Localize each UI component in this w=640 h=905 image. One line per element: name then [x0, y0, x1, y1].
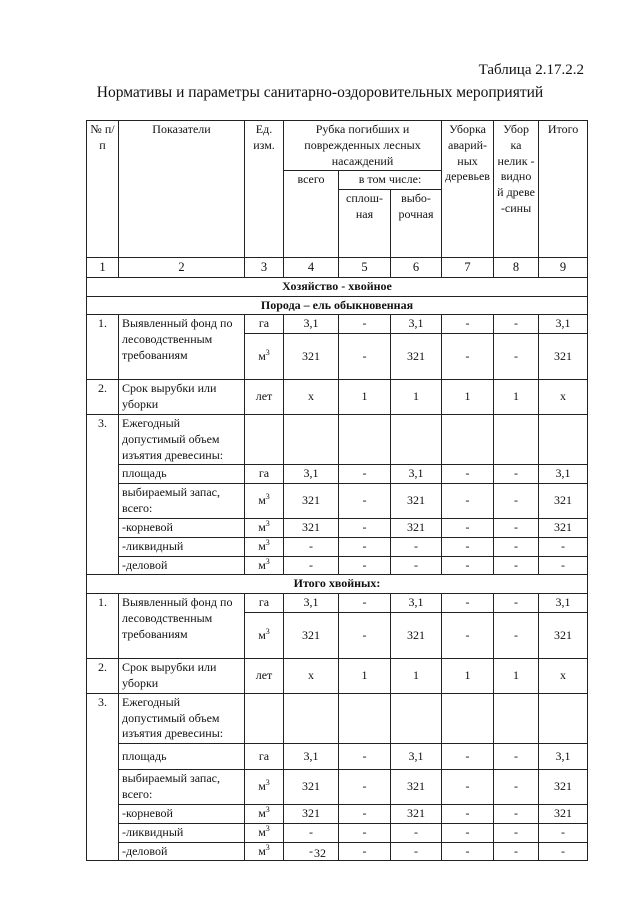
value-cell: - — [494, 518, 539, 537]
empty-cell — [494, 414, 539, 464]
row-label: Срок вырубки или уборки — [119, 659, 245, 694]
value-cell: - — [494, 613, 539, 659]
unit-cell — [245, 744, 284, 770]
header-num: № п/п — [87, 121, 119, 258]
value-cell: - — [442, 556, 494, 575]
empty-cell — [442, 414, 494, 464]
value-cell: - — [442, 842, 494, 861]
unit-cell — [245, 465, 284, 484]
value-cell: - — [442, 334, 494, 380]
value-cell: 321 — [284, 770, 339, 805]
value-cell: 321 — [284, 804, 339, 823]
value-cell: 321 — [284, 518, 339, 537]
header-indicator: Показатели — [119, 121, 245, 258]
value-cell: 1 — [442, 380, 494, 415]
value-cell: - — [494, 315, 539, 334]
table-row — [87, 804, 588, 823]
unit-text: м — [258, 779, 266, 794]
value-cell: 321 — [284, 484, 339, 519]
value-cell: х — [539, 659, 588, 694]
empty-cell — [539, 693, 588, 743]
row-label: -корневой — [119, 518, 245, 537]
value-cell: - — [442, 518, 494, 537]
unit-superscript: 3 — [265, 347, 270, 357]
unit-text: м — [258, 519, 266, 534]
header-cut: Рубка погибших и поврежденных лесных насаждений — [284, 121, 442, 171]
column-numbers-row — [87, 258, 588, 278]
unit-cell — [245, 804, 284, 823]
value-cell: - — [442, 613, 494, 659]
unit-cell — [245, 380, 284, 415]
value-cell: - — [442, 744, 494, 770]
unit-cell — [245, 537, 284, 556]
value-cell: - — [339, 465, 391, 484]
unit-text: га — [258, 748, 270, 763]
value-cell: - — [339, 537, 391, 556]
value-cell: - — [339, 594, 391, 613]
row-label: -ликвидный — [119, 537, 245, 556]
empty-cell — [284, 414, 339, 464]
value-cell: - — [284, 823, 339, 842]
value-cell: - — [442, 804, 494, 823]
value-cell: - — [494, 842, 539, 861]
value-cell: - — [539, 537, 588, 556]
row-label: Выявленный фонд по лесоводственным требованиям — [119, 594, 245, 659]
empty-cell — [339, 414, 391, 464]
col-number: 4 — [284, 258, 339, 278]
empty-cell — [442, 693, 494, 743]
unit-cell — [245, 823, 284, 842]
unit-superscript: 3 — [265, 537, 270, 547]
value-cell: - — [539, 842, 588, 861]
section-row — [87, 296, 588, 315]
value-cell: 321 — [391, 613, 442, 659]
unit-text: м — [258, 627, 266, 642]
row-label: -деловой — [119, 556, 245, 575]
unit-text: лет — [255, 389, 273, 404]
value-cell: 3,1 — [391, 315, 442, 334]
value-cell: 3,1 — [284, 594, 339, 613]
table-row — [87, 823, 588, 842]
empty-cell — [284, 693, 339, 743]
unit-cell — [245, 518, 284, 537]
row-label: Ежегодный допустимый объем изъятия древесины: — [119, 414, 245, 464]
value-cell: 321 — [539, 334, 588, 380]
value-cell: 321 — [539, 613, 588, 659]
value-cell: - — [339, 770, 391, 805]
table-row — [87, 770, 588, 805]
value-cell: 321 — [391, 334, 442, 380]
unit-cell — [245, 613, 284, 659]
value-cell: 3,1 — [284, 744, 339, 770]
table-row — [87, 518, 588, 537]
unit-text: м — [258, 348, 266, 363]
value-cell: - — [539, 823, 588, 842]
col-number: 8 — [494, 258, 539, 278]
row-label: -корневой — [119, 804, 245, 823]
col-number: 2 — [119, 258, 245, 278]
header-emergency: Уборка аварий-ных деревьев — [442, 121, 494, 258]
value-cell: 3,1 — [391, 744, 442, 770]
value-cell: - — [442, 594, 494, 613]
row-label: площадь — [119, 465, 245, 484]
unit-text: м — [258, 557, 266, 572]
value-cell: 321 — [539, 770, 588, 805]
value-cell: - — [391, 537, 442, 556]
value-cell: - — [494, 484, 539, 519]
table-title: Нормативы и параметры санитарно-оздоровительных мероприятий — [96, 84, 544, 101]
section-subtitle: Порода – ель обыкновенная — [87, 296, 588, 315]
header-selective: выбо-рочная — [391, 190, 442, 258]
value-cell: - — [494, 465, 539, 484]
value-cell: - — [284, 556, 339, 575]
value-cell: 3,1 — [539, 594, 588, 613]
value-cell: - — [339, 315, 391, 334]
table-caption: Таблица 2.17.2.2 — [478, 62, 584, 78]
unit-text: м — [258, 493, 266, 508]
section-row — [87, 277, 588, 296]
value-cell: - — [284, 537, 339, 556]
value-cell: 321 — [284, 613, 339, 659]
empty-cell — [391, 693, 442, 743]
empty-cell — [539, 414, 588, 464]
row-label: Выявленный фонд по лесоводственным требованиям — [119, 315, 245, 380]
value-cell: - — [494, 334, 539, 380]
unit-superscript: 3 — [265, 492, 270, 502]
row-number: 3. — [87, 414, 119, 574]
col-number: 5 — [339, 258, 391, 278]
table-row — [87, 537, 588, 556]
header-row-1 — [87, 121, 588, 171]
value-cell: - — [339, 484, 391, 519]
table-row — [87, 744, 588, 770]
value-cell: 1 — [442, 659, 494, 694]
value-cell: 3,1 — [391, 465, 442, 484]
header-clear: сплош-ная — [339, 190, 391, 258]
value-cell: 321 — [391, 804, 442, 823]
value-cell: 3,1 — [539, 465, 588, 484]
unit-superscript: 3 — [265, 778, 270, 788]
value-cell: х — [539, 380, 588, 415]
value-cell: - — [442, 537, 494, 556]
table-row — [87, 556, 588, 575]
value-cell: 321 — [391, 770, 442, 805]
table-row — [87, 484, 588, 519]
value-cell: - — [284, 842, 339, 861]
unit-text: м — [258, 805, 266, 820]
value-cell: 1 — [494, 380, 539, 415]
row-label: выбираемый запас, всего: — [119, 484, 245, 519]
value-cell: - — [339, 744, 391, 770]
unit-superscript: 3 — [265, 626, 270, 636]
unit-superscript: 3 — [265, 518, 270, 528]
table-row — [87, 315, 588, 334]
value-cell: - — [339, 823, 391, 842]
value-cell: - — [494, 744, 539, 770]
value-cell: х — [284, 380, 339, 415]
value-cell: - — [442, 484, 494, 519]
col-number: 9 — [539, 258, 588, 278]
row-label: площадь — [119, 744, 245, 770]
value-cell: 3,1 — [539, 744, 588, 770]
row-label: -деловой — [119, 842, 245, 861]
section-title: Итого хвойных: — [87, 575, 588, 594]
header-nonliquid: Убор ка нелик - видно й древе -сины — [494, 121, 539, 258]
value-cell: 1 — [494, 659, 539, 694]
value-cell: - — [391, 823, 442, 842]
row-number: 1. — [87, 315, 119, 380]
value-cell: 321 — [284, 334, 339, 380]
value-cell: - — [339, 556, 391, 575]
value-cell: - — [494, 804, 539, 823]
row-number: 3. — [87, 693, 119, 861]
empty-cell — [245, 693, 284, 743]
value-cell: - — [391, 842, 442, 861]
unit-cell — [245, 770, 284, 805]
col-number: 7 — [442, 258, 494, 278]
table-row — [87, 380, 588, 415]
value-cell: - — [539, 556, 588, 575]
table-row — [87, 693, 588, 743]
value-cell: 1 — [339, 380, 391, 415]
value-cell: 3,1 — [284, 465, 339, 484]
value-cell: - — [339, 334, 391, 380]
page-number: 32 — [314, 846, 326, 860]
value-cell: - — [494, 537, 539, 556]
header-incl: в том числе: — [339, 171, 442, 190]
unit-cell — [245, 315, 284, 334]
row-label: Срок вырубки или уборки — [119, 380, 245, 415]
value-cell: - — [339, 842, 391, 861]
unit-text: га — [258, 316, 270, 331]
value-cell: 3,1 — [539, 315, 588, 334]
value-cell: 321 — [391, 518, 442, 537]
row-number: 1. — [87, 594, 119, 659]
row-label: -ликвидный — [119, 823, 245, 842]
empty-cell — [245, 414, 284, 464]
value-cell: - — [442, 465, 494, 484]
value-cell: - — [494, 770, 539, 805]
value-cell: 1 — [391, 380, 442, 415]
unit-text: м — [258, 824, 266, 839]
table-row — [87, 659, 588, 694]
unit-text: га — [258, 595, 270, 610]
value-cell: - — [339, 518, 391, 537]
norms-table — [86, 120, 588, 861]
col-number: 3 — [245, 258, 284, 278]
row-label: Ежегодный допустимый объем изъятия древесины: — [119, 693, 245, 743]
value-cell: - — [391, 556, 442, 575]
unit-text: лет — [255, 667, 273, 682]
section-row — [87, 575, 588, 594]
empty-cell — [339, 693, 391, 743]
value-cell: - — [442, 823, 494, 842]
section-title: Хозяйство - хвойное — [87, 277, 588, 296]
value-cell: - — [442, 770, 494, 805]
value-cell: - — [339, 613, 391, 659]
value-cell: - — [494, 823, 539, 842]
value-cell: 321 — [539, 518, 588, 537]
unit-cell — [245, 659, 284, 694]
unit-superscript: 3 — [265, 842, 270, 852]
empty-cell — [494, 693, 539, 743]
value-cell: 3,1 — [284, 315, 339, 334]
value-cell: 321 — [539, 804, 588, 823]
value-cell: 3,1 — [391, 594, 442, 613]
row-number: 2. — [87, 659, 119, 694]
value-cell: - — [494, 594, 539, 613]
unit-text: м — [258, 843, 266, 858]
unit-cell — [245, 334, 284, 380]
row-label: выбираемый запас, всего: — [119, 770, 245, 805]
table-row — [87, 594, 588, 613]
table-row — [87, 465, 588, 484]
value-cell: - — [442, 315, 494, 334]
empty-cell — [391, 414, 442, 464]
unit-superscript: 3 — [265, 556, 270, 566]
value-cell: 321 — [539, 484, 588, 519]
unit-superscript: 3 — [265, 823, 270, 833]
value-cell: - — [339, 804, 391, 823]
value-cell: 1 — [339, 659, 391, 694]
unit-cell — [245, 594, 284, 613]
header-total: всего — [284, 171, 339, 258]
value-cell: 1 — [391, 659, 442, 694]
unit-cell — [245, 484, 284, 519]
unit-text: м — [258, 538, 266, 553]
value-cell: х — [284, 659, 339, 694]
value-cell: 321 — [391, 484, 442, 519]
col-number: 6 — [391, 258, 442, 278]
unit-cell — [245, 556, 284, 575]
value-cell: - — [494, 556, 539, 575]
header-unit: Ед. изм. — [245, 121, 284, 258]
unit-superscript: 3 — [265, 804, 270, 814]
header-sum: Итого — [539, 121, 588, 258]
row-number: 2. — [87, 380, 119, 415]
col-number: 1 — [87, 258, 119, 278]
table-row — [87, 414, 588, 464]
unit-text: га — [258, 466, 270, 481]
